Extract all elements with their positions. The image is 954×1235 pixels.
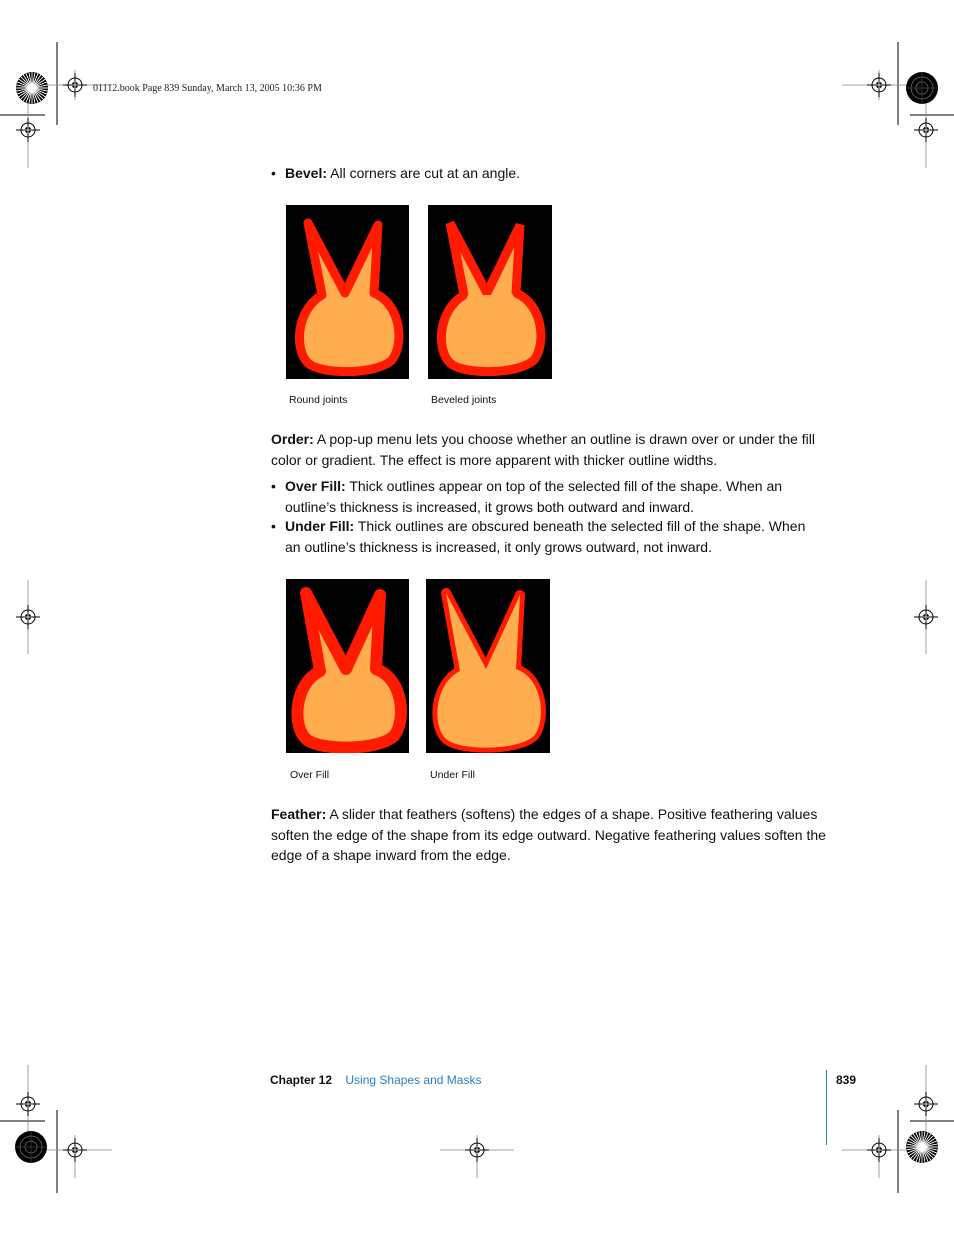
feather-paragraph [271, 804, 829, 866]
print-info-header: 01112.book Page 839 Sunday, March 13, 2005 10:36 PM [93, 83, 322, 94]
bullet-dot: • [271, 165, 276, 181]
under-fill-caption: Under Fill [430, 769, 475, 781]
round-joints-image [286, 205, 409, 379]
under-fill-description: Thick outlines are obscured beneath the selected fill of the shape. When an outline’s thickness is increased, it only grows outward, not inward. [285, 518, 806, 555]
footer-divider [826, 1070, 827, 1145]
over-fill-term: Over Fill: [285, 478, 346, 494]
feather-term: Feather: [271, 806, 327, 822]
bullet-dot: • [271, 518, 276, 534]
bevel-description: All corners are cut at an angle. [330, 165, 521, 181]
beveled-joints-image [428, 205, 552, 379]
chapter-title-link[interactable]: Using Shapes and Masks [345, 1073, 482, 1087]
order-description: A pop-up menu lets you choose whether an outline is drawn over or under the fill color or gradient. The effect is more apparent with thicker outline widths. [271, 431, 815, 468]
over-fill-image [286, 579, 409, 753]
chapter-label: Chapter 12 [270, 1073, 333, 1087]
feather-description: A slider that feathers (softens) the edges of a shape. Positive feathering values soften the edge of the shape from its edge outward. Negative feathering values soften the edge of a shape inward from the edge. [271, 806, 826, 863]
footer-chapter [270, 1073, 481, 1087]
under-fill-image [426, 579, 550, 753]
order-term: Order: [271, 431, 314, 447]
beveled-joints-caption: Beveled joints [431, 394, 497, 406]
page-number: 839 [836, 1073, 857, 1087]
over-fill-caption: Over Fill [290, 769, 330, 781]
over-fill-bullet [271, 476, 827, 517]
bullet-dot: • [271, 478, 276, 494]
under-fill-bullet [271, 516, 827, 557]
order-paragraph [271, 429, 827, 470]
bevel-bullet [271, 163, 831, 184]
under-fill-term: Under Fill: [285, 518, 355, 534]
bevel-term: Bevel: [285, 165, 328, 181]
round-joints-caption: Round joints [289, 394, 348, 406]
over-fill-description: Thick outlines appear on top of the selected fill of the shape. When an outline’s thickness is increased, it grows both outward and inward. [285, 478, 783, 515]
